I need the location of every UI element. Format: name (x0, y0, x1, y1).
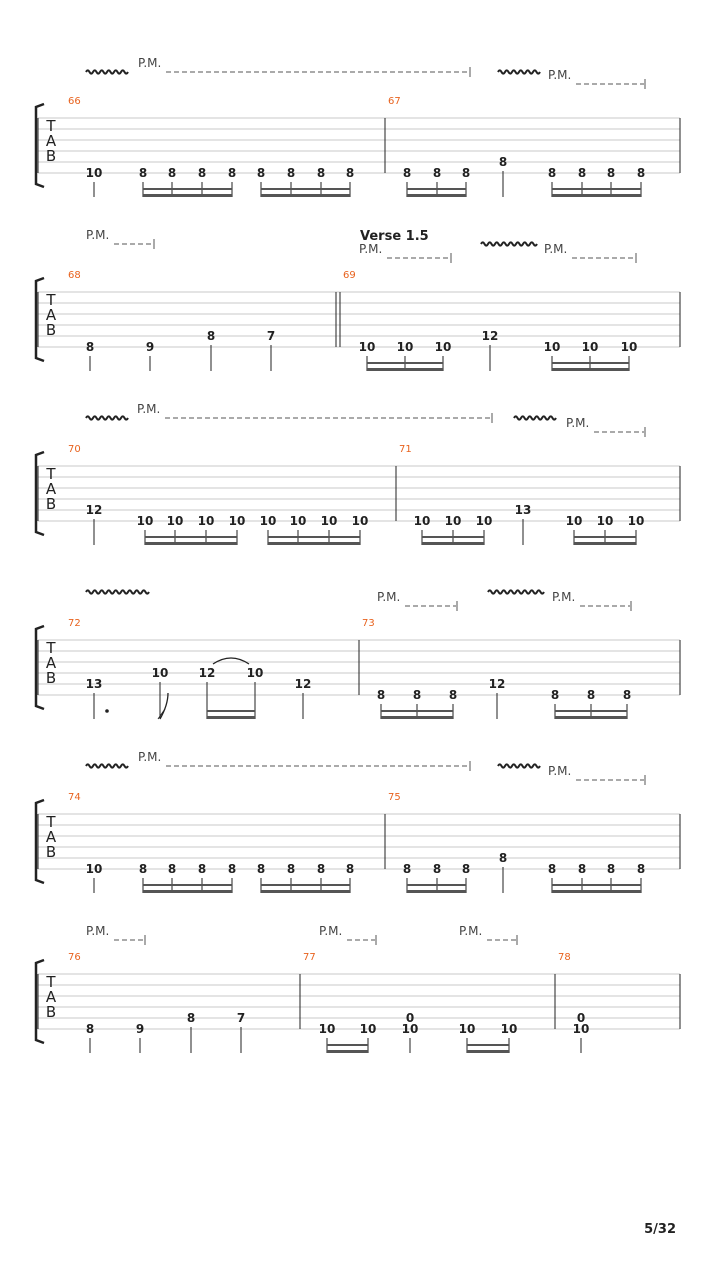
system-1-fret-number: 8 (402, 166, 412, 180)
system-5-fret-number: 8 (606, 862, 616, 876)
system-4-beam (207, 716, 255, 719)
system-4-beam (381, 716, 453, 719)
system-3-beam (145, 542, 237, 545)
system-1-bracket (36, 104, 44, 187)
system-5-beam (552, 884, 641, 886)
system-1-fret-number: 8 (606, 166, 616, 180)
system-1-fret-number: 8 (167, 166, 177, 180)
system-3-vibrato-mark (86, 416, 128, 419)
system-5-fret-number: 8 (547, 862, 557, 876)
system-5-fret-number: 10 (85, 862, 103, 876)
system-1-fret-number: 8 (286, 166, 296, 180)
system-4-palm-mute-label: P.M. (552, 590, 576, 604)
system-1-fret-number: 8 (547, 166, 557, 180)
system-1-beam (143, 188, 232, 190)
system-5-fret-number: 8 (345, 862, 355, 876)
system-2-vibrato-mark (481, 242, 537, 245)
system-1-beam (143, 194, 232, 197)
system-1-tab-clef-letter: T (46, 117, 56, 135)
system-3-fret-number: 10 (444, 514, 462, 528)
system-1-vibrato-mark (86, 70, 128, 73)
system-3-tab-clef-letter: B (45, 495, 57, 513)
system-5-bracket (36, 800, 44, 883)
system-4-fret-number: 8 (412, 688, 422, 702)
system-5-fret-number: 8 (256, 862, 266, 876)
system-4-beam (207, 710, 255, 712)
system-3-beam (268, 542, 360, 545)
system-5-tab-clef-letter: B (45, 843, 57, 861)
system-5-beam (407, 884, 466, 886)
system-5-beam (261, 890, 350, 893)
system-2-palm-mute-label: P.M. (544, 242, 568, 256)
system-5-palm-mute-label: P.M. (138, 750, 162, 764)
system-6-fret-number: 0 (405, 1011, 415, 1025)
system-1-beam (407, 194, 466, 197)
system-6-beam (467, 1050, 509, 1053)
system-4-fret-number: 12 (198, 666, 216, 680)
system-6-tab-clef-letter: B (45, 1003, 57, 1021)
system-4-slur (213, 658, 249, 664)
system-5-beam (143, 890, 232, 893)
system-1-fret-number: 8 (461, 166, 471, 180)
system-1-beam (552, 188, 641, 190)
system-2-palm-mute-label: P.M. (359, 242, 383, 256)
system-5-beam (143, 884, 232, 886)
system-2-fret-number: 10 (543, 340, 561, 354)
system-6-fret-number: 10 (572, 1022, 590, 1036)
system-6-measure-number: 78 (558, 952, 571, 963)
system-5-beam (552, 890, 641, 893)
system-6-fret-number: 9 (135, 1022, 145, 1036)
system-1-fret-number: 8 (636, 166, 646, 180)
system-3-fret-number: 10 (596, 514, 614, 528)
system-1-fret-number: 8 (432, 166, 442, 180)
system-1-measure-number: 66 (68, 96, 81, 107)
system-3-bracket (36, 452, 44, 535)
system-3-fret-number: 10 (228, 514, 246, 528)
system-1-fret-number: 10 (85, 166, 103, 180)
system-1-measure-number: 67 (388, 96, 401, 107)
system-2-beam (367, 362, 443, 364)
system-2-beam (552, 368, 629, 371)
system-4-fret-number: 8 (586, 688, 596, 702)
system-1-fret-number: 8 (138, 166, 148, 180)
system-4-tab-clef-letter: A (45, 654, 57, 672)
system-6-tab-clef-letter: T (46, 973, 56, 991)
system-6-beam (467, 1044, 509, 1046)
system-6-beam (327, 1044, 368, 1046)
system-4-bracket (36, 626, 44, 709)
system-1-vibrato-mark (498, 70, 540, 73)
system-1-fret-number: 8 (197, 166, 207, 180)
system-6-fret-number: 10 (359, 1022, 377, 1036)
system-3-fret-number: 10 (475, 514, 493, 528)
system-5-fret-number: 8 (636, 862, 646, 876)
system-4-fret-number: 8 (448, 688, 458, 702)
system-3-measure-number: 71 (399, 444, 412, 455)
system-3-tab-clef-letter: T (46, 465, 56, 483)
system-6-bracket (36, 960, 44, 1043)
system-3-tab-clef-letter: A (45, 480, 57, 498)
system-6-measure-number: 76 (68, 952, 81, 963)
system-1-fret-number: 8 (498, 155, 508, 169)
system-3-measure-number: 70 (68, 444, 81, 455)
system-2-bracket (36, 278, 44, 361)
system-1-fret-number: 8 (256, 166, 266, 180)
system-2-tab-clef-letter: T (46, 291, 56, 309)
system-2-fret-number: 10 (358, 340, 376, 354)
system-5-measure-number: 75 (388, 792, 401, 803)
system-3-beam (574, 536, 636, 538)
system-1-tab-clef-letter: B (45, 147, 57, 165)
system-5-fret-number: 8 (461, 862, 471, 876)
system-5-beam (407, 890, 466, 893)
system-1-fret-number: 8 (227, 166, 237, 180)
system-2-fret-number: 10 (434, 340, 452, 354)
system-5-vibrato-mark (86, 764, 128, 767)
system-1-fret-number: 8 (316, 166, 326, 180)
system-1-beam (552, 194, 641, 197)
system-3-beam (422, 542, 484, 545)
system-3-beam (145, 536, 237, 538)
system-4-vibrato-mark (86, 590, 149, 593)
system-1-palm-mute-label: P.M. (138, 56, 162, 70)
system-4-fret-number: 8 (550, 688, 560, 702)
system-5-fret-number: 8 (577, 862, 587, 876)
system-3-fret-number: 10 (565, 514, 583, 528)
system-5-fret-number: 8 (432, 862, 442, 876)
system-4-measure-number: 72 (68, 618, 81, 629)
system-4-vibrato-mark (488, 590, 544, 593)
system-5-fret-number: 8 (402, 862, 412, 876)
system-3-fret-number: 10 (351, 514, 369, 528)
system-3-fret-number: 10 (289, 514, 307, 528)
system-3-fret-number: 10 (320, 514, 338, 528)
system-3-beam (422, 536, 484, 538)
system-2-fret-number: 10 (620, 340, 638, 354)
system-6-palm-mute-label: P.M. (459, 924, 483, 938)
system-4-tab-clef-letter: T (46, 639, 56, 657)
system-5-fret-number: 8 (138, 862, 148, 876)
system-5-fret-number: 8 (498, 851, 508, 865)
system-6-fret-number: 8 (186, 1011, 196, 1025)
system-4-fret-number: 10 (151, 666, 169, 680)
system-4-palm-mute-label: P.M. (377, 590, 401, 604)
system-6-palm-mute-label: P.M. (319, 924, 343, 938)
system-2-beam (367, 368, 443, 371)
system-2-fret-number: 8 (85, 340, 95, 354)
system-6-measure-number: 77 (303, 952, 316, 963)
system-3-fret-number: 13 (514, 503, 532, 517)
system-5-fret-number: 8 (197, 862, 207, 876)
system-2-fret-number: 12 (481, 329, 499, 343)
system-6-fret-number: 10 (318, 1022, 336, 1036)
system-2-fret-number: 9 (145, 340, 155, 354)
system-2-palm-mute-label: P.M. (86, 228, 110, 242)
system-1-beam (407, 188, 466, 190)
system-1-tab-clef-letter: A (45, 132, 57, 150)
system-5-tab-clef-letter: A (45, 828, 57, 846)
system-5-fret-number: 8 (316, 862, 326, 876)
system-3-beam (574, 542, 636, 545)
system-2-section-label: Verse 1.5 (360, 229, 429, 244)
system-2-beam (552, 362, 629, 364)
system-4-beam (555, 716, 627, 719)
system-2-tab-clef-letter: B (45, 321, 57, 339)
system-5-fret-number: 8 (167, 862, 177, 876)
system-2-measure-number: 68 (68, 270, 81, 281)
system-1-fret-number: 8 (577, 166, 587, 180)
system-4-tab-clef-letter: B (45, 669, 57, 687)
system-5-tab-clef-letter: T (46, 813, 56, 831)
system-1-beam (261, 194, 350, 197)
system-1-palm-mute-label: P.M. (548, 68, 572, 82)
system-3-fret-number: 10 (259, 514, 277, 528)
system-3-fret-number: 10 (136, 514, 154, 528)
system-6-fret-number: 7 (236, 1011, 246, 1025)
system-1-beam (261, 188, 350, 190)
system-6-palm-mute-label: P.M. (86, 924, 110, 938)
system-5-beam (261, 884, 350, 886)
system-4-fret-number: 10 (246, 666, 264, 680)
system-5-measure-number: 74 (68, 792, 81, 803)
system-4-fret-number: 8 (376, 688, 386, 702)
system-6-fret-number: 0 (576, 1011, 586, 1025)
system-3-palm-mute-label: P.M. (566, 416, 590, 430)
system-4-fret-number: 8 (622, 688, 632, 702)
system-2-fret-number: 10 (396, 340, 414, 354)
page-number: 5/32 (644, 1222, 676, 1237)
system-2-fret-number: 7 (266, 329, 276, 343)
system-4-fret-number: 12 (488, 677, 506, 691)
system-3-fret-number: 10 (627, 514, 645, 528)
system-6-tab-clef-letter: A (45, 988, 57, 1006)
system-3-fret-number: 10 (166, 514, 184, 528)
system-6-fret-number: 8 (85, 1022, 95, 1036)
system-3-fret-number: 10 (413, 514, 431, 528)
system-2-fret-number: 8 (206, 329, 216, 343)
system-3-beam (268, 536, 360, 538)
system-1-fret-number: 8 (345, 166, 355, 180)
system-6-fret-number: 10 (458, 1022, 476, 1036)
system-5-palm-mute-label: P.M. (548, 764, 572, 778)
system-4-beam (555, 710, 627, 712)
system-3-fret-number: 10 (197, 514, 215, 528)
system-6-beam (327, 1050, 368, 1053)
system-4-beam (381, 710, 453, 712)
system-5-vibrato-mark (498, 764, 540, 767)
system-3-palm-mute-label: P.M. (137, 402, 161, 416)
system-4-dotted-note (105, 709, 109, 713)
system-4-fret-number: 12 (294, 677, 312, 691)
system-3-vibrato-mark (514, 416, 556, 419)
system-3-fret-number: 12 (85, 503, 103, 517)
system-4-fret-number: 13 (85, 677, 103, 691)
system-4-measure-number: 73 (362, 618, 375, 629)
system-5-fret-number: 8 (286, 862, 296, 876)
system-6-fret-number: 10 (401, 1022, 419, 1036)
system-2-tab-clef-letter: A (45, 306, 57, 324)
system-2-fret-number: 10 (581, 340, 599, 354)
system-5-fret-number: 8 (227, 862, 237, 876)
system-2-measure-number: 69 (343, 270, 356, 281)
system-6-fret-number: 10 (500, 1022, 518, 1036)
